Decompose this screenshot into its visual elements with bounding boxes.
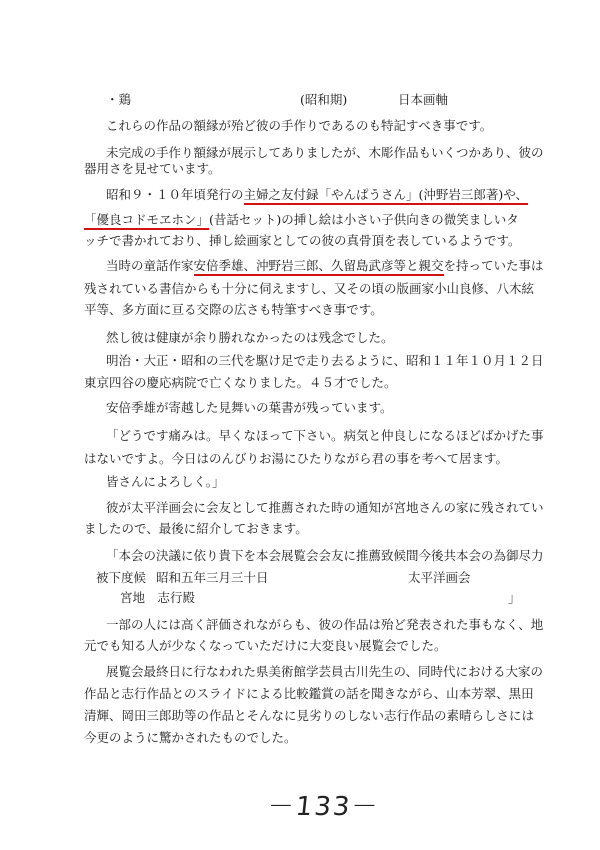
page-number: －133－ (266, 792, 381, 822)
notice-org: 太平洋画会 (408, 570, 471, 585)
red-underline-ehon: 「優良コドモヱホン」 (84, 212, 209, 230)
notice-addressee: 宮地 志行殿 (120, 590, 196, 605)
red-underline-furoku: 主婦之友付録「やんぱうさん」(沖野岩三郎著)や、 (244, 187, 529, 205)
artwork-medium: 日本画軸 (398, 92, 449, 107)
notice-date: 昭和五年三月三十日 (156, 570, 269, 585)
artwork-title: ・鶏 (106, 92, 132, 107)
artwork-era: (昭和期) (300, 92, 348, 107)
red-underline-authors: 安倍季雄、沖野岩三郎、久留島武彦等と親交 (194, 258, 444, 276)
document-page: ・鶏 (昭和期) 日本画軸 これらの作品の額縁が殆ど彼の手作りであるのも特記すべき事です。 未完成の手作り額縁が展示してありましたが、木彫作品もいくつかあり、彼の 器用さを見せています。 昭和９・１０年頃発行の主婦之友付録「やんぱうさん」(沖野岩三郎著)や、 「優良コドモヱホン」(昔話セット)の挿し絵は小さい子供向きの微笑ましいタ ッチで書かれており、挿し絵画家としての彼の真骨頂を表しているようです。 当時の童話作家安倍季雄、沖野岩三郎、久留島武彦等と親交を持っていた事は 残されている書信からも十分に伺えますし、又その頃の版画家小山良修、八木絃 平等、多方面に亘る交際の広さも特筆すべき事です。 然し彼は健康が余り勝れなかったのは残念でした。 明治・大正・昭和の三代を駆け足で走り去るように、昭和１１年１０月１２日 東京四谷の慶応病院で亡くなりました。４５才でした。 安倍季雄が寄越した見舞いの葉書が残っています。 「どうです痛みは。早くなほって下さい。病気と仲良しになるほどばかげた事 はないですよ。今日はのんびりお湯にひたりながら君の事を考へて居ます。 皆さんによろしく。」 彼が太平洋画会に会友として推薦された時の通知が宮地さんの家に残されてい ましたので、最後に紹介しておきます。 「本会の決議に依り貴下を本会展覧会会友に推薦致候間今後共本会の為御尽力 被下度候 昭和五年三月三十日 太平洋画会 宮地 志行殿 」 一部の人には高く評価されながらも、彼の作品は殆ど発表された事もなく、地 元でも知る人が少なくなっていただけに大変良い展覧会でした。 展覧会最終日に行なわれた県美術館学芸員古川先生の、同時代における大家の 作品と志行作品とのスライドによる比較鑑賞の話を聞きながら、山本芳翠、黒田 清輝、岡田三郎助等の作品とそんなに見劣りのしない志行作品の素晴らしさには 今更のように驚かされたものでした。 －133－ (84, 92, 544, 822)
